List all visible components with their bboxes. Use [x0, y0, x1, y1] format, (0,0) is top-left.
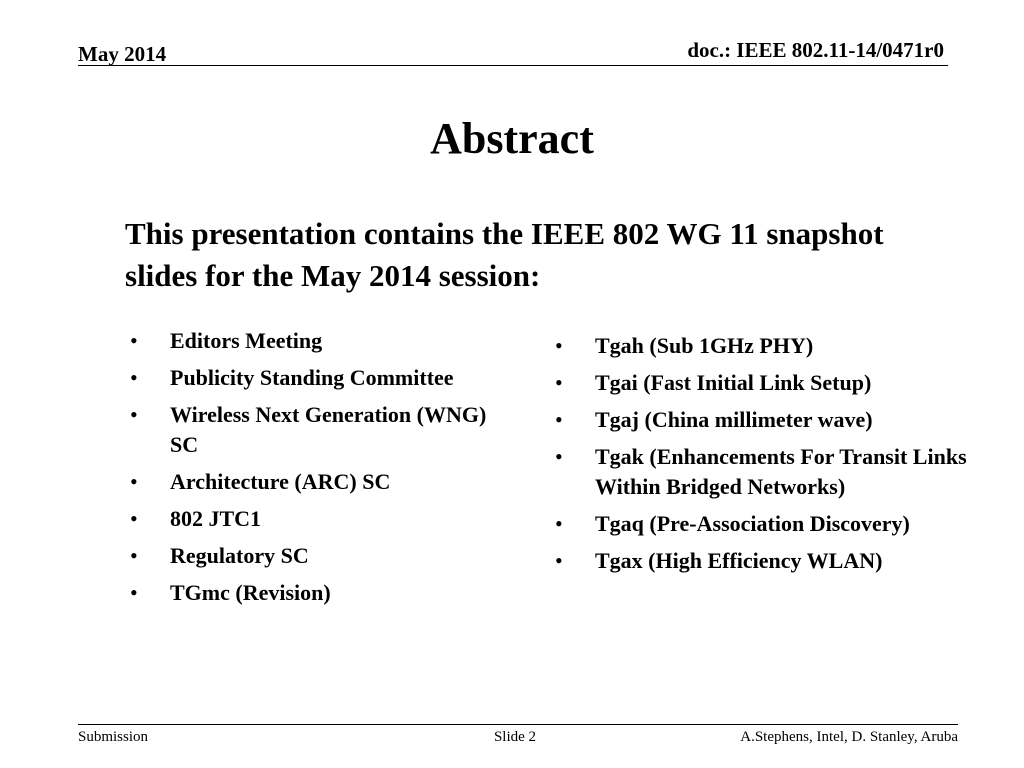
header-date: May 2014: [78, 42, 167, 66]
bullet-icon: •: [130, 580, 138, 605]
list-item-label: Wireless Next Generation (WNG) SC: [170, 402, 487, 457]
list-item-label: Publicity Standing Committee: [170, 365, 454, 390]
bullet-icon: •: [555, 548, 563, 573]
list-item: [555, 331, 975, 361]
bullet-icon: •: [130, 328, 138, 353]
list-item: [130, 467, 510, 497]
bullet-icon: •: [130, 402, 138, 427]
footer-authors: A.Stephens, Intel, D. Stanley, Aruba: [740, 729, 958, 745]
footer-divider: [78, 724, 958, 725]
list-item-label: Regulatory SC: [170, 543, 309, 568]
list-item: [555, 509, 975, 539]
list-item: [130, 363, 510, 393]
bullet-icon: •: [130, 543, 138, 568]
list-item-label: Tgax (High Efficiency WLAN): [595, 548, 883, 573]
list-item: [555, 405, 975, 435]
list-item: [130, 400, 510, 460]
list-item-label: Architecture (ARC) SC: [170, 469, 391, 494]
header-doc-id: doc.: IEEE 802.11-14/0471r0: [687, 38, 944, 62]
left-bullet-list: [130, 326, 510, 615]
footer-slide-number: Slide 2: [493, 729, 537, 745]
list-item: [130, 578, 510, 608]
list-item-label: Tgaj (China millimeter wave): [595, 407, 873, 432]
list-item-label: Tgah (Sub 1GHz PHY): [595, 333, 814, 358]
list-item-label: Tgak (Enhancements For Transit Links Within Bridged Networks): [595, 444, 967, 499]
slide-title: Abstract: [430, 114, 594, 163]
right-bullet-list: [555, 331, 975, 583]
bullet-icon: •: [130, 469, 138, 494]
list-item-label: Tgaq (Pre-Association Discovery): [595, 511, 910, 536]
list-item: [130, 326, 510, 356]
header-divider: [78, 65, 948, 66]
bullet-icon: •: [130, 365, 138, 390]
list-item: [130, 541, 510, 571]
bullet-icon: •: [555, 333, 563, 358]
bullet-icon: •: [555, 407, 563, 432]
list-item: [130, 504, 510, 534]
intro-text: This presentation contains the IEEE 802 WG 11 snapshot slides for the May 2014 session:: [125, 216, 884, 293]
bullet-icon: •: [555, 370, 563, 395]
list-item: [555, 368, 975, 398]
list-item-label: Editors Meeting: [170, 328, 323, 353]
bullet-icon: •: [555, 511, 563, 536]
list-item: [555, 442, 975, 502]
bullet-icon: •: [130, 506, 138, 531]
list-item-label: Tgai (Fast Initial Link Setup): [595, 370, 872, 395]
list-item-label: 802 JTC1: [170, 506, 262, 531]
list-item: [555, 546, 975, 576]
bullet-icon: •: [555, 444, 563, 469]
list-item-label: TGmc (Revision): [170, 580, 331, 605]
footer-submission: Submission: [78, 729, 149, 745]
